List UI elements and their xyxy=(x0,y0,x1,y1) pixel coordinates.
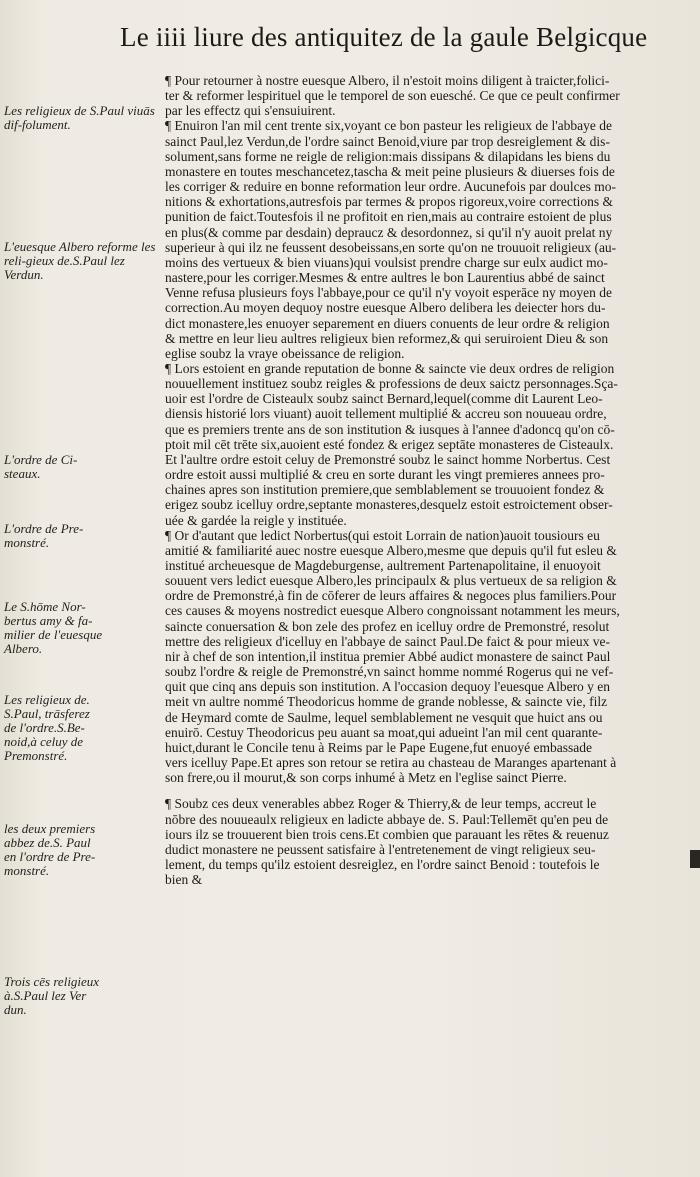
text-line: punition de faict.Toutesfois il ne profitoit en rien,mais au contraire estoient de plus xyxy=(165,209,612,225)
text-line: dict monastere,les enuoyer separement en diuers conuents de leur ordre & religion xyxy=(165,315,610,331)
text-line: huict,durant le Concile tenu à Reims par le Pape Eugene,fut enuoyé embassade xyxy=(165,739,592,755)
text-line: ¶ Soubz ces deux venerables abbez Roger & Thierry,& de leur temps, accreut le xyxy=(165,796,597,812)
text-line: ces causes & moyens nostredict euesque Albero congnoissant notamment les meurs, xyxy=(165,603,620,619)
text-line: chaines apres son institution premiere,que semblablement se trouuoient fondez & xyxy=(165,482,605,498)
text-line: soubz l'ordre & reigle de Premonstré,vn sainct homme nommé Rogerus qui ne vef- xyxy=(165,664,614,680)
text-line: moins des vertueux & bien viuans)qui voulsist prendre charge sur eulx audict mo- xyxy=(165,254,608,270)
paragraph-gap xyxy=(165,785,690,796)
text-line: ¶ Or d'autant que ledict Norbertus(qui estoit Lorrain de nation)auoit tousiours eu xyxy=(165,527,600,543)
text-line: nitions & exhortations,autresfois par termes & propos rigoreux,voire corrections & xyxy=(165,194,614,210)
text-line: nir à chef de son intention,il institua premier Abbé audict monastere de sainct Paul xyxy=(165,648,611,664)
text-line: eglise soubz la vraye obeissance de religion. xyxy=(165,345,405,361)
margin-note: L'ordre de Pre-monstré. xyxy=(4,521,84,550)
text-line: ter & reformer lespirituel que le temporel de son euesché. Ce que ce peult confirmer xyxy=(165,88,620,104)
text-line: amitié & familiarité auec nostre euesque Albero,mesme que depuis qu'il fut esleu & xyxy=(165,542,617,558)
text-line: quit que cinq ans depuis son institution. A l'occasion dequoy l'euesque Albero y en xyxy=(165,679,611,695)
text-line: dudict monastere ne peussent satisfaire à l'entretenement de vingt religieux seu- xyxy=(165,841,596,857)
text-line: uoir est l'ordre de Cisteaulx soubz sainct Bernard,lequel(comme dit Laurent Leo- xyxy=(165,391,603,407)
text-line: son frere,ou il mourut,& son corps inhumé à Metz en l'eglise sainct Pierre. xyxy=(165,770,567,786)
text-line: Et l'aultre ordre estoit celuy de Premonstré soubz le sainct homme Norbertus. Cest xyxy=(165,451,611,467)
paragraph xyxy=(165,796,690,887)
margin-note: Trois cēs religieux à.S.Paul lez Ver dun. xyxy=(4,974,100,1017)
page-edge-mark xyxy=(690,850,700,868)
text-line: vers icelluy Pape.Et apres son retour se retira au chasteau de Maranges apartenant à xyxy=(165,755,617,771)
text-line: ordre estoit aussi multiplié & creu en sorte durant les vingt premieres annees pro- xyxy=(165,467,605,483)
text-line: souuent vers ledict euesque Albero,les principaulx & plus vertueux de sa religion & xyxy=(165,573,617,589)
text-line: diensis historié lors viuant) auoit tellement multiplié & accreu son nouueau ordre, xyxy=(165,406,607,422)
text-line: lement, du temps qu'ilz estoient desreiglez, en l'ordre sainct Benoid : toutefois le xyxy=(165,856,600,872)
paragraph xyxy=(165,73,690,118)
text-line: mettre des religieux d'icelluy en l'abbaye de sainct Paul.De faict & pour mieux ve- xyxy=(165,633,610,649)
text-line: erigez soubz icelluy ordre,septante monasteres,desquelz estoit estroictement obser- xyxy=(165,497,613,513)
text-line: iours ilz se trouuerent bien trois cens.Et combien que parauant les rētes & reuenuz xyxy=(165,826,609,842)
text-line: saincte conuersation & bon zele des profez en icelluy ordre de Premonstré, resolut xyxy=(165,618,610,634)
text-line: que es premiers trente ans de son institution & iusques à l'annee d'adoncq qu'on cō- xyxy=(165,421,615,437)
text-line: ¶ Pour retourner à nostre euesque Albero, il n'estoit moins diligent à traicter,folici- xyxy=(165,73,610,88)
text-line: & mettre en leur lieu aultres religieux bien reformez,& qui seruiroient Dieu & son xyxy=(165,330,609,346)
text-line: ¶ Enuiron l'an mil cent trente six,voyant ce bon pasteur les religieux de l'abbaye de xyxy=(165,118,612,134)
margin-note: L'ordre de Ci-steaux. xyxy=(4,452,78,481)
text-line: nastere,pour les corriger.Mesmes & entre aultres le bon Laurentius abbé de sainct xyxy=(165,270,605,286)
margin-note: les deux premiers abbez de.S. Paul en l'ordre de Pre-monstré. xyxy=(4,821,96,878)
text-line: Venne refusa plusieurs foys l'abbaye,pour ce qu'il n'y voyoit esperāce ny moyen de xyxy=(165,285,613,301)
paragraph xyxy=(165,361,690,528)
text-line: solument,sans forme ne reigle de religion:mais dissipans & dilapidans les biens du xyxy=(165,148,611,164)
margin-note: Les religieux de. S.Paul, trāsferez de l'ordre.S.Be-noid,à celuy de Premonstré. xyxy=(4,692,90,763)
text-line: meit vn aultre nommé Theodoricus homme de grande noblesse, & saincte vie, filz xyxy=(165,694,608,710)
text-line: correction.Au moyen dequoy nostre euesque Albero delibera les deiecter hors du- xyxy=(165,300,606,316)
text-line: bien & xyxy=(165,872,203,888)
margin-note: Le S.hōme Nor-bertus amy & fa-milier de l'euesque Albero. xyxy=(4,599,103,656)
text-line: superieur à qui ilz ne feussent desobeissans,en sorte qu'on ne trouuoit religieux (au- xyxy=(165,239,617,255)
text-line: par les effectz qui s'ensuiuirent. xyxy=(165,103,336,119)
paragraph xyxy=(165,118,690,361)
text-line: enuirō. Cestuy Theodoricus peu auant sa moat,qui adueint l'an mil cent quarante- xyxy=(165,724,603,740)
text-line: nouuellement instituez soubz reigles & professions de deux saictz personnages.Sça- xyxy=(165,376,618,392)
text-line: monastere en toutes meschancetez,tascha & meit peine plusieurs & diuerses fois de xyxy=(165,163,615,179)
page-title: Le iiii liure des antiquitez de la gaule Belgicque xyxy=(120,22,648,52)
text-line: ordre de Premonstré,à fin de cōferer de leurs affaires & negoces plus familiers.Pour xyxy=(165,588,617,604)
text-line: uée & gardée la reigle y instituée. xyxy=(165,512,347,528)
text-line: les corriger & reduire en bonne reformation leur ordre. Aucunefois par doulces mo- xyxy=(165,179,616,195)
text-line: ptoit mil cēt trēte six,auoient esté fondez & erigez septāte monasteres de Cisteaulx. xyxy=(165,436,614,452)
text-line: nōbre des nouueaulx religieux en ladicte abbaye de. S. Paul:Tellemēt qu'en peu de xyxy=(165,811,609,827)
text-line: institué archeuesque de Magdeburgense, aultrement Partenapolitaine, il enuoyoit xyxy=(165,558,601,573)
margin-note: Les religieux de S.Paul viuās dif-folument. xyxy=(4,103,155,132)
main-text xyxy=(165,73,690,887)
paragraph xyxy=(165,528,690,786)
text-line: sainct Paul,lez Verdun,de l'ordre sainct Benoid,viure par trop desreiglement & dis- xyxy=(165,133,610,149)
text-line: de Heymard comte de Saulme, lequel semblablement ne vesquit que huict ans ou xyxy=(165,709,603,725)
text-line: ¶ Lors estoient en grande reputation de bonne & saincte vie deux ordres de religion xyxy=(165,360,615,376)
text-line: en plus(& comme par desdain) depraucz & desordonnez, si qu'il n'y auoit prelat ny xyxy=(165,224,613,240)
margin-note: L'euesque Albero reforme les reli-gieux de.S.Paul lez Verdun. xyxy=(4,239,156,282)
